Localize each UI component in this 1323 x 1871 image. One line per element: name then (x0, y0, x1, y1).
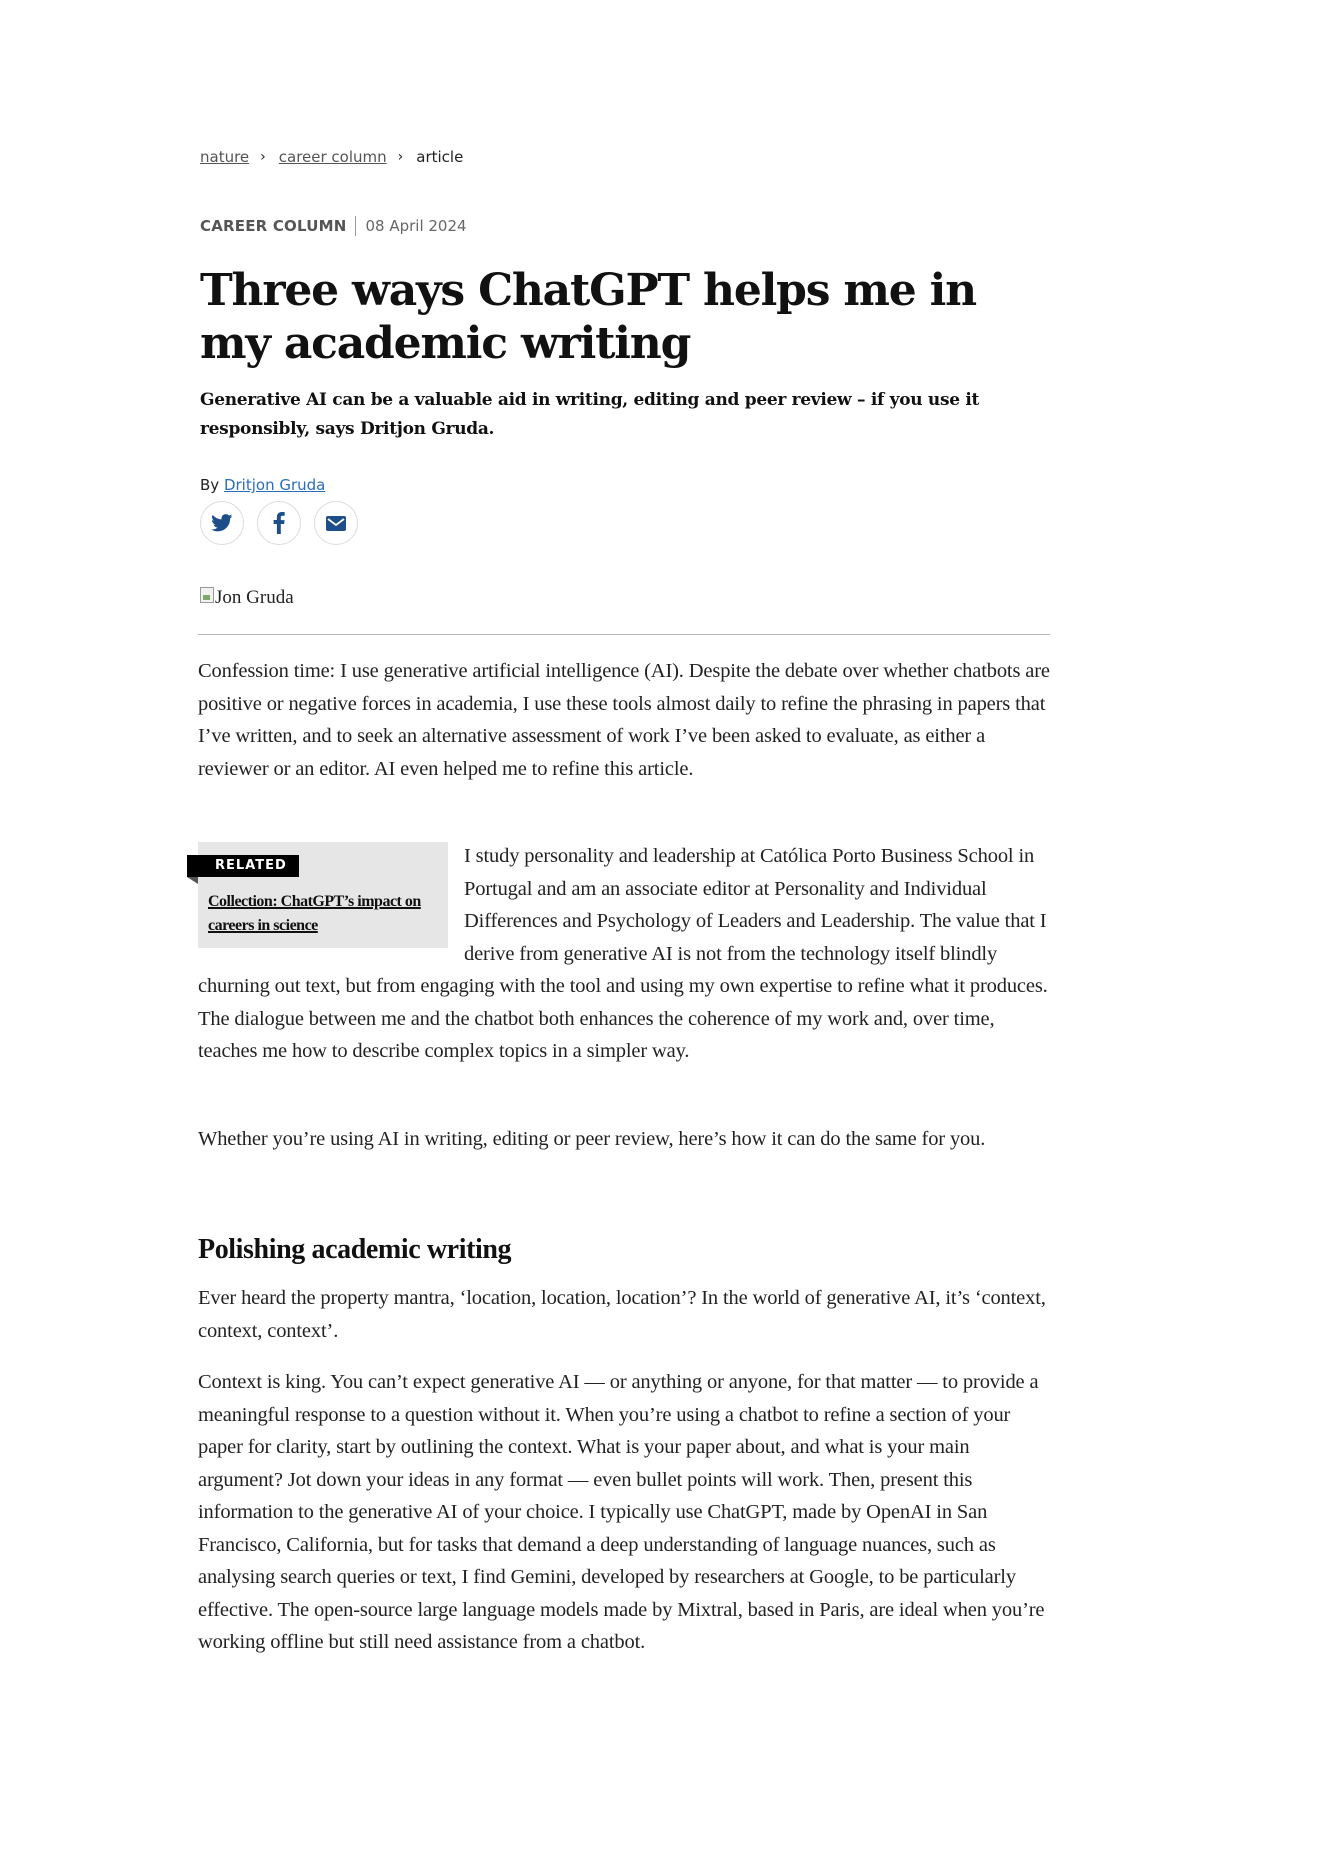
article-date: 08 April 2024 (365, 217, 467, 235)
paragraph-with-related (198, 840, 1050, 1068)
share-twitter-button[interactable] (200, 501, 244, 545)
article-image (200, 587, 294, 609)
related-collection-link[interactable]: Collection: ChatGPT’s impact on careers in science (208, 893, 421, 934)
related-box (198, 842, 448, 948)
related-tag: RELATED (187, 855, 299, 877)
article-standfirst: Generative AI can be a valuable aid in writing, editing and peer review – if you use it responsibly, says Dritjon Gruda. (200, 390, 980, 439)
paragraph: Whether you’re using AI in writing, editing or peer review, here’s how it can do the same for you. (198, 1128, 986, 1150)
article-meta (200, 216, 467, 236)
broken-image-icon (200, 587, 214, 603)
share-facebook-button[interactable] (257, 501, 301, 545)
breadcrumb-separator: › (397, 149, 404, 165)
breadcrumb (200, 148, 463, 166)
paragraph: Context is king. You can’t expect generative AI — or anything or anyone, for that matter — to provide a meaningful response to a question without it. When you’re using a chatbot to refine a section of your paper for clarity, start by outlining the context. What is your paper about, and what is your main argument? Jot down your ideas in any format — even bullet points will work. Then, present this information to the generative AI of your choice. I typically use ChatGPT, made by OpenAI in San Francisco, California, but for tasks that demand a deep understanding of language nuances, such as analysing search queries or text, I find Gemini, developed by researchers at Google, to be particularly effective. The open-source large language models made by Mixtral, based in Paris, are ideal when you’re working offline but still need assistance from a chatbot. (198, 1371, 1045, 1653)
share-email-button[interactable] (314, 501, 358, 545)
article-image-alt: Jon Gruda (215, 587, 294, 608)
author-link[interactable]: Dritjon Gruda (223, 476, 326, 494)
byline (200, 476, 325, 494)
article-type: CAREER COLUMN (200, 217, 347, 235)
meta-divider (355, 216, 356, 236)
breadcrumb-current: article (416, 148, 464, 166)
facebook-icon (273, 512, 285, 534)
article-title: Three ways ChatGPT helps me in my academic writing (200, 265, 976, 369)
divider-rule (198, 634, 1050, 635)
breadcrumb-separator: › (260, 149, 266, 165)
paragraph: Confession time: I use generative artificial intelligence (AI). Despite the debate over whether chatbots are positive or negative forces in academia, I use these tools almost daily to refine the phrasing in papers that I’ve written, and to seek an alternative assessment of work I’ve been asked to evaluate, as either a reviewer or an editor. AI even helped me to refine this article. (198, 660, 1050, 780)
email-icon (326, 516, 346, 531)
breadcrumb-link-nature[interactable]: nature (200, 148, 250, 166)
twitter-icon (211, 514, 233, 532)
section-heading: Polishing academic writing (198, 1234, 512, 1265)
breadcrumb-link-career-column[interactable]: career column (278, 148, 387, 166)
paragraph: Ever heard the property mantra, ‘location, location, location’? In the world of generative AI, it’s ‘context, context, context’. (198, 1287, 1046, 1342)
share-buttons (200, 501, 358, 545)
paragraph: I study personality and leadership at Católica Porto Business School in Portugal and am an associate editor at Personality and Individual Differences and Psychology of Leaders and Leadership. The value that I derive from generative AI is not from the technology itself blindly churning out text, but from engaging with the tool and using my own expertise to refine what it produces. The dialogue between me and the chatbot both enhances the coherence of my work and, over time, teaches me how to describe complex topics in a simpler way. (198, 845, 1048, 1062)
byline-prefix: By (200, 476, 220, 494)
